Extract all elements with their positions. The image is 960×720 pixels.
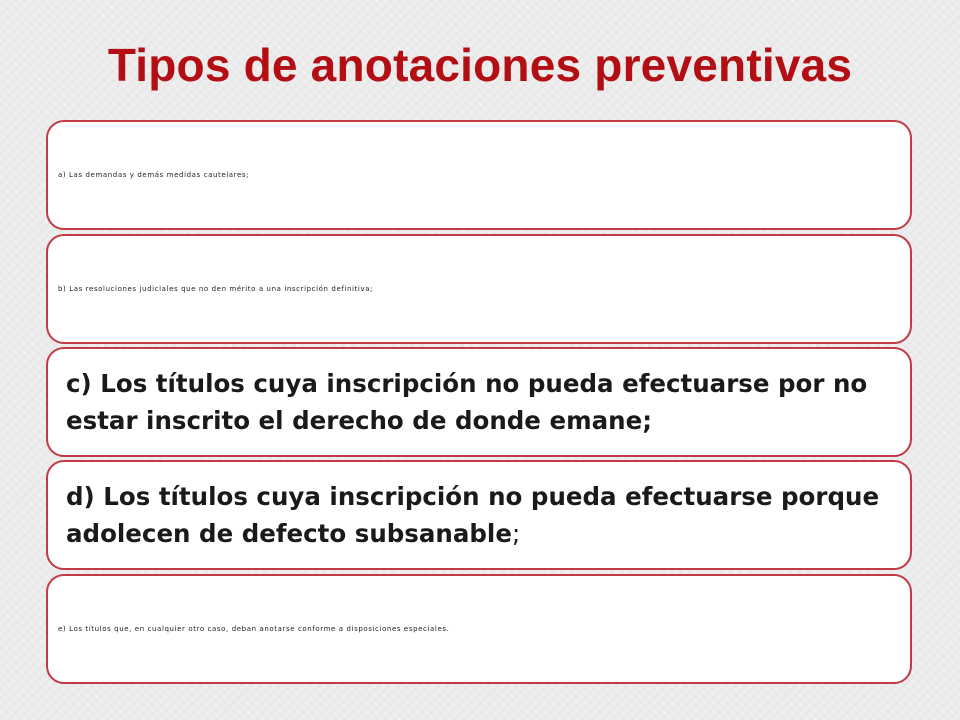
item-d-text-wrapper: [48, 478, 910, 552]
list-item-b: [46, 234, 912, 344]
list-item-c: [46, 347, 912, 457]
item-d-text: d) Los títulos cuya inscripción no pueda efectuarse porque adolecen de defecto subsanable: [66, 482, 880, 548]
item-c-text: c) Los títulos cuya inscripción no pueda efectuarse por no estar inscrito el derecho de donde emane;: [66, 369, 868, 435]
item-d-suffix: ;: [511, 519, 521, 548]
item-b-text: b) Las resoluciones judiciales que no den mérito a una inscripción definitiva;: [58, 285, 374, 293]
list-item-e: [46, 574, 912, 684]
item-e-text: e) Los títulos que, en cualquier otro caso, deban anotarse conforme a disposiciones especiales.: [58, 625, 450, 633]
list-item-a: [46, 120, 912, 230]
item-a-text: a) Las demandas y demás medidas cautelares;: [58, 171, 250, 179]
list-item-d: [46, 460, 912, 570]
slide-title: Tipos de anotaciones preventivas: [107, 39, 853, 91]
